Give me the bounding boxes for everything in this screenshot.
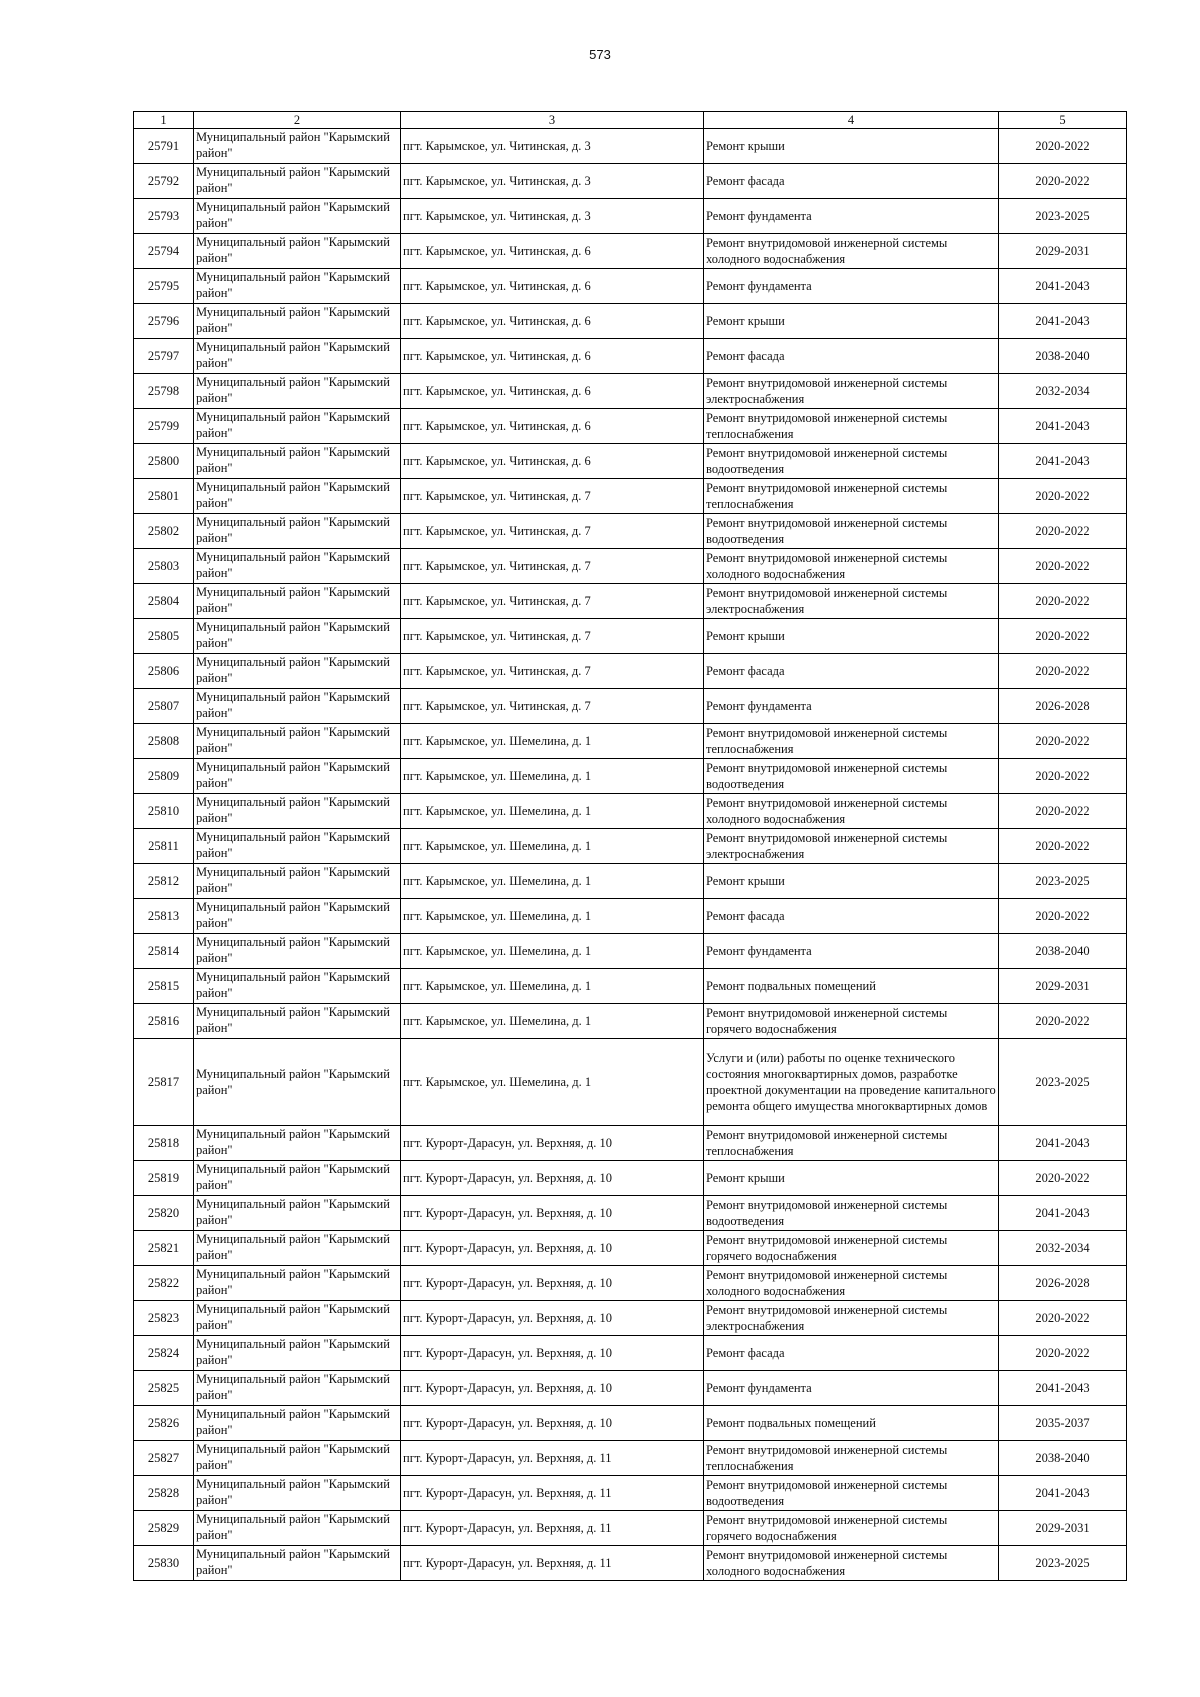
address-cell: пгт. Карымское, ул. Шемелина, д. 1 bbox=[401, 759, 704, 794]
period-cell: 2020-2022 bbox=[999, 1004, 1127, 1039]
table-row bbox=[134, 1004, 1127, 1039]
address-cell: пгт. Карымское, ул. Читинская, д. 6 bbox=[401, 409, 704, 444]
row-number: 25814 bbox=[134, 934, 194, 969]
work-type-cell: Ремонт фундамента bbox=[704, 199, 999, 234]
table-row bbox=[134, 549, 1127, 584]
address-cell: пгт. Курорт-Дарасун, ул. Верхняя, д. 11 bbox=[401, 1511, 704, 1546]
table-body bbox=[134, 129, 1127, 1581]
table-row bbox=[134, 234, 1127, 269]
municipality-cell: Муниципальный район "Карымский район" bbox=[194, 899, 401, 934]
table-row bbox=[134, 1301, 1127, 1336]
row-number: 25817 bbox=[134, 1039, 194, 1126]
period-cell: 2023-2025 bbox=[999, 864, 1127, 899]
table-row bbox=[134, 1266, 1127, 1301]
address-cell: пгт. Карымское, ул. Читинская, д. 7 bbox=[401, 689, 704, 724]
municipality-cell: Муниципальный район "Карымский район" bbox=[194, 1004, 401, 1039]
address-cell: пгт. Карымское, ул. Читинская, д. 3 bbox=[401, 199, 704, 234]
table-row bbox=[134, 164, 1127, 199]
municipality-cell: Муниципальный район "Карымский район" bbox=[194, 584, 401, 619]
row-number: 25803 bbox=[134, 549, 194, 584]
municipality-cell: Муниципальный район "Карымский район" bbox=[194, 1126, 401, 1161]
table-row bbox=[134, 1511, 1127, 1546]
address-cell: пгт. Курорт-Дарасун, ул. Верхняя, д. 11 bbox=[401, 1476, 704, 1511]
address-cell: пгт. Карымское, ул. Читинская, д. 6 bbox=[401, 304, 704, 339]
table-row bbox=[134, 444, 1127, 479]
row-number: 25797 bbox=[134, 339, 194, 374]
row-number: 25822 bbox=[134, 1266, 194, 1301]
row-number: 25807 bbox=[134, 689, 194, 724]
table-row bbox=[134, 339, 1127, 374]
row-number: 25810 bbox=[134, 794, 194, 829]
column-header-1: 1 bbox=[134, 112, 194, 129]
address-cell: пгт. Карымское, ул. Читинская, д. 6 bbox=[401, 374, 704, 409]
row-number: 25819 bbox=[134, 1161, 194, 1196]
address-cell: пгт. Курорт-Дарасун, ул. Верхняя, д. 10 bbox=[401, 1126, 704, 1161]
work-type-cell: Ремонт подвальных помещений bbox=[704, 1406, 999, 1441]
row-number: 25825 bbox=[134, 1371, 194, 1406]
address-cell: пгт. Курорт-Дарасун, ул. Верхняя, д. 10 bbox=[401, 1336, 704, 1371]
work-type-cell: Ремонт внутридомовой инженерной системы холодного водоснабжения bbox=[704, 1266, 999, 1301]
municipality-cell: Муниципальный район "Карымский район" bbox=[194, 654, 401, 689]
table-row bbox=[134, 199, 1127, 234]
work-type-cell: Ремонт внутридомовой инженерной системы теплоснабжения bbox=[704, 724, 999, 759]
municipality-cell: Муниципальный район "Карымский район" bbox=[194, 339, 401, 374]
period-cell: 2041-2043 bbox=[999, 304, 1127, 339]
period-cell: 2035-2037 bbox=[999, 1406, 1127, 1441]
work-type-cell: Ремонт фундамента bbox=[704, 689, 999, 724]
work-type-cell: Ремонт внутридомовой инженерной системы холодного водоснабжения bbox=[704, 234, 999, 269]
column-header-3: 3 bbox=[401, 112, 704, 129]
capital-repair-table bbox=[133, 111, 1127, 1581]
address-cell: пгт. Курорт-Дарасун, ул. Верхняя, д. 10 bbox=[401, 1301, 704, 1336]
table-row bbox=[134, 1126, 1127, 1161]
municipality-cell: Муниципальный район "Карымский район" bbox=[194, 269, 401, 304]
period-cell: 2020-2022 bbox=[999, 794, 1127, 829]
work-type-cell: Ремонт внутридомовой инженерной системы горячего водоснабжения bbox=[704, 1231, 999, 1266]
municipality-cell: Муниципальный район "Карымский район" bbox=[194, 234, 401, 269]
municipality-cell: Муниципальный район "Карымский район" bbox=[194, 1476, 401, 1511]
row-number: 25799 bbox=[134, 409, 194, 444]
municipality-cell: Муниципальный район "Карымский район" bbox=[194, 409, 401, 444]
period-cell: 2023-2025 bbox=[999, 1546, 1127, 1581]
municipality-cell: Муниципальный район "Карымский район" bbox=[194, 304, 401, 339]
row-number: 25800 bbox=[134, 444, 194, 479]
period-cell: 2020-2022 bbox=[999, 164, 1127, 199]
period-cell: 2038-2040 bbox=[999, 1441, 1127, 1476]
row-number: 25791 bbox=[134, 129, 194, 164]
work-type-cell: Ремонт внутридомовой инженерной системы электроснабжения bbox=[704, 1301, 999, 1336]
period-cell: 2041-2043 bbox=[999, 1371, 1127, 1406]
row-number: 25793 bbox=[134, 199, 194, 234]
address-cell: пгт. Курорт-Дарасун, ул. Верхняя, д. 11 bbox=[401, 1441, 704, 1476]
address-cell: пгт. Карымское, ул. Шемелина, д. 1 bbox=[401, 794, 704, 829]
period-cell: 2020-2022 bbox=[999, 829, 1127, 864]
row-number: 25828 bbox=[134, 1476, 194, 1511]
table-row bbox=[134, 1231, 1127, 1266]
column-header-4: 4 bbox=[704, 112, 999, 129]
row-number: 25813 bbox=[134, 899, 194, 934]
municipality-cell: Муниципальный район "Карымский район" bbox=[194, 1266, 401, 1301]
row-number: 25802 bbox=[134, 514, 194, 549]
work-type-cell: Ремонт внутридомовой инженерной системы теплоснабжения bbox=[704, 409, 999, 444]
table-row bbox=[134, 584, 1127, 619]
table-row bbox=[134, 969, 1127, 1004]
work-type-cell: Ремонт внутридомовой инженерной системы водоотведения bbox=[704, 759, 999, 794]
work-type-cell: Ремонт внутридомовой инженерной системы электроснабжения bbox=[704, 374, 999, 409]
address-cell: пгт. Карымское, ул. Читинская, д. 7 bbox=[401, 654, 704, 689]
row-number: 25796 bbox=[134, 304, 194, 339]
table-row bbox=[134, 934, 1127, 969]
table-row bbox=[134, 374, 1127, 409]
period-cell: 2038-2040 bbox=[999, 339, 1127, 374]
address-cell: пгт. Карымское, ул. Шемелина, д. 1 bbox=[401, 864, 704, 899]
municipality-cell: Муниципальный район "Карымский район" bbox=[194, 689, 401, 724]
row-number: 25804 bbox=[134, 584, 194, 619]
row-number: 25794 bbox=[134, 234, 194, 269]
work-type-cell: Ремонт фасада bbox=[704, 339, 999, 374]
address-cell: пгт. Карымское, ул. Читинская, д. 7 bbox=[401, 479, 704, 514]
column-header-5: 5 bbox=[999, 112, 1127, 129]
table-row bbox=[134, 654, 1127, 689]
address-cell: пгт. Курорт-Дарасун, ул. Верхняя, д. 11 bbox=[401, 1546, 704, 1581]
municipality-cell: Муниципальный район "Карымский район" bbox=[194, 1231, 401, 1266]
address-cell: пгт. Карымское, ул. Шемелина, д. 1 bbox=[401, 724, 704, 759]
column-header-2: 2 bbox=[194, 112, 401, 129]
period-cell: 2029-2031 bbox=[999, 1511, 1127, 1546]
work-type-cell: Ремонт внутридомовой инженерной системы теплоснабжения bbox=[704, 1441, 999, 1476]
municipality-cell: Муниципальный район "Карымский район" bbox=[194, 619, 401, 654]
address-cell: пгт. Курорт-Дарасун, ул. Верхняя, д. 10 bbox=[401, 1371, 704, 1406]
address-cell: пгт. Карымское, ул. Читинская, д. 6 bbox=[401, 269, 704, 304]
address-cell: пгт. Карымское, ул. Читинская, д. 7 bbox=[401, 619, 704, 654]
header-row bbox=[134, 112, 1127, 129]
row-number: 25795 bbox=[134, 269, 194, 304]
municipality-cell: Муниципальный район "Карымский район" bbox=[194, 1336, 401, 1371]
work-type-cell: Ремонт внутридомовой инженерной системы холодного водоснабжения bbox=[704, 549, 999, 584]
address-cell: пгт. Карымское, ул. Читинская, д. 7 bbox=[401, 584, 704, 619]
address-cell: пгт. Карымское, ул. Шемелина, д. 1 bbox=[401, 899, 704, 934]
address-cell: пгт. Карымское, ул. Читинская, д. 6 bbox=[401, 339, 704, 374]
period-cell: 2020-2022 bbox=[999, 759, 1127, 794]
work-type-cell: Ремонт внутридомовой инженерной системы холодного водоснабжения bbox=[704, 1546, 999, 1581]
period-cell: 2041-2043 bbox=[999, 1126, 1127, 1161]
period-cell: 2020-2022 bbox=[999, 619, 1127, 654]
address-cell: пгт. Курорт-Дарасун, ул. Верхняя, д. 10 bbox=[401, 1161, 704, 1196]
municipality-cell: Муниципальный район "Карымский район" bbox=[194, 129, 401, 164]
row-number: 25829 bbox=[134, 1511, 194, 1546]
period-cell: 2041-2043 bbox=[999, 409, 1127, 444]
work-type-cell: Ремонт внутридомовой инженерной системы водоотведения bbox=[704, 1476, 999, 1511]
period-cell: 2041-2043 bbox=[999, 444, 1127, 479]
address-cell: пгт. Курорт-Дарасун, ул. Верхняя, д. 10 bbox=[401, 1196, 704, 1231]
municipality-cell: Муниципальный район "Карымский район" bbox=[194, 374, 401, 409]
work-type-cell: Ремонт фундамента bbox=[704, 934, 999, 969]
period-cell: 2020-2022 bbox=[999, 1161, 1127, 1196]
municipality-cell: Муниципальный район "Карымский район" bbox=[194, 1371, 401, 1406]
period-cell: 2020-2022 bbox=[999, 479, 1127, 514]
municipality-cell: Муниципальный район "Карымский район" bbox=[194, 969, 401, 1004]
municipality-cell: Муниципальный район "Карымский район" bbox=[194, 1161, 401, 1196]
period-cell: 2023-2025 bbox=[999, 1039, 1127, 1126]
table-row bbox=[134, 1406, 1127, 1441]
work-type-cell: Ремонт внутридомовой инженерной системы горячего водоснабжения bbox=[704, 1511, 999, 1546]
period-cell: 2032-2034 bbox=[999, 1231, 1127, 1266]
table-row bbox=[134, 689, 1127, 724]
address-cell: пгт. Карымское, ул. Читинская, д. 3 bbox=[401, 164, 704, 199]
row-number: 25792 bbox=[134, 164, 194, 199]
period-cell: 2020-2022 bbox=[999, 584, 1127, 619]
period-cell: 2029-2031 bbox=[999, 234, 1127, 269]
table-row bbox=[134, 794, 1127, 829]
period-cell: 2032-2034 bbox=[999, 374, 1127, 409]
period-cell: 2020-2022 bbox=[999, 1336, 1127, 1371]
municipality-cell: Муниципальный район "Карымский район" bbox=[194, 1511, 401, 1546]
table-row bbox=[134, 724, 1127, 759]
row-number: 25823 bbox=[134, 1301, 194, 1336]
work-type-cell: Ремонт внутридомовой инженерной системы водоотведения bbox=[704, 1196, 999, 1231]
page-number: 573 bbox=[589, 47, 611, 62]
period-cell: 2041-2043 bbox=[999, 1196, 1127, 1231]
work-type-cell: Ремонт крыши bbox=[704, 129, 999, 164]
row-number: 25830 bbox=[134, 1546, 194, 1581]
work-type-cell: Ремонт внутридомовой инженерной системы электроснабжения bbox=[704, 829, 999, 864]
municipality-cell: Муниципальный район "Карымский район" bbox=[194, 1039, 401, 1126]
period-cell: 2041-2043 bbox=[999, 1476, 1127, 1511]
municipality-cell: Муниципальный район "Карымский район" bbox=[194, 1441, 401, 1476]
work-type-cell: Ремонт фасада bbox=[704, 1336, 999, 1371]
table-row bbox=[134, 619, 1127, 654]
address-cell: пгт. Курорт-Дарасун, ул. Верхняя, д. 10 bbox=[401, 1266, 704, 1301]
work-type-cell: Ремонт фундамента bbox=[704, 1371, 999, 1406]
row-number: 25818 bbox=[134, 1126, 194, 1161]
work-type-cell: Ремонт подвальных помещений bbox=[704, 969, 999, 1004]
work-type-cell: Ремонт внутридомовой инженерной системы теплоснабжения bbox=[704, 479, 999, 514]
work-type-cell: Ремонт внутридомовой инженерной системы электроснабжения bbox=[704, 584, 999, 619]
address-cell: пгт. Карымское, ул. Читинская, д. 7 bbox=[401, 514, 704, 549]
address-cell: пгт. Карымское, ул. Читинская, д. 6 bbox=[401, 234, 704, 269]
municipality-cell: Муниципальный район "Карымский район" bbox=[194, 1196, 401, 1231]
table-row bbox=[134, 304, 1127, 339]
work-type-cell: Ремонт внутридомовой инженерной системы водоотведения bbox=[704, 444, 999, 479]
municipality-cell: Муниципальный район "Карымский район" bbox=[194, 1546, 401, 1581]
address-cell: пгт. Курорт-Дарасун, ул. Верхняя, д. 10 bbox=[401, 1231, 704, 1266]
municipality-cell: Муниципальный район "Карымский район" bbox=[194, 479, 401, 514]
row-number: 25820 bbox=[134, 1196, 194, 1231]
row-number: 25812 bbox=[134, 864, 194, 899]
period-cell: 2020-2022 bbox=[999, 549, 1127, 584]
period-cell: 2026-2028 bbox=[999, 1266, 1127, 1301]
work-type-cell: Ремонт внутридомовой инженерной системы теплоснабжения bbox=[704, 1126, 999, 1161]
row-number: 25826 bbox=[134, 1406, 194, 1441]
address-cell: пгт. Карымское, ул. Шемелина, д. 1 bbox=[401, 1004, 704, 1039]
row-number: 25808 bbox=[134, 724, 194, 759]
row-number: 25809 bbox=[134, 759, 194, 794]
table-row bbox=[134, 759, 1127, 794]
municipality-cell: Муниципальный район "Карымский район" bbox=[194, 549, 401, 584]
table-row bbox=[134, 129, 1127, 164]
table-row bbox=[134, 1371, 1127, 1406]
work-type-cell: Услуги и (или) работы по оценке технического состояния многоквартирных домов, разработке проектной документации на проведение капитального ремонта общего имущества многоквартирных домов bbox=[704, 1039, 999, 1126]
row-number: 25815 bbox=[134, 969, 194, 1004]
table-row bbox=[134, 1196, 1127, 1231]
period-cell: 2029-2031 bbox=[999, 969, 1127, 1004]
address-cell: пгт. Карымское, ул. Шемелина, д. 1 bbox=[401, 1039, 704, 1126]
period-cell: 2020-2022 bbox=[999, 514, 1127, 549]
row-number: 25806 bbox=[134, 654, 194, 689]
table-row bbox=[134, 479, 1127, 514]
work-type-cell: Ремонт фасада bbox=[704, 899, 999, 934]
work-type-cell: Ремонт крыши bbox=[704, 304, 999, 339]
municipality-cell: Муниципальный район "Карымский район" bbox=[194, 829, 401, 864]
work-type-cell: Ремонт крыши bbox=[704, 864, 999, 899]
period-cell: 2020-2022 bbox=[999, 899, 1127, 934]
work-type-cell: Ремонт крыши bbox=[704, 1161, 999, 1196]
table-row bbox=[134, 1441, 1127, 1476]
work-type-cell: Ремонт крыши bbox=[704, 619, 999, 654]
table-row bbox=[134, 1336, 1127, 1371]
table-row bbox=[134, 269, 1127, 304]
table-row bbox=[134, 1161, 1127, 1196]
row-number: 25821 bbox=[134, 1231, 194, 1266]
municipality-cell: Муниципальный район "Карымский район" bbox=[194, 759, 401, 794]
municipality-cell: Муниципальный район "Карымский район" bbox=[194, 794, 401, 829]
municipality-cell: Муниципальный район "Карымский район" bbox=[194, 724, 401, 759]
municipality-cell: Муниципальный район "Карымский район" bbox=[194, 164, 401, 199]
row-number: 25801 bbox=[134, 479, 194, 514]
work-type-cell: Ремонт фундамента bbox=[704, 269, 999, 304]
municipality-cell: Муниципальный район "Карымский район" bbox=[194, 934, 401, 969]
work-type-cell: Ремонт фасада bbox=[704, 654, 999, 689]
period-cell: 2038-2040 bbox=[999, 934, 1127, 969]
period-cell: 2020-2022 bbox=[999, 129, 1127, 164]
municipality-cell: Муниципальный район "Карымский район" bbox=[194, 514, 401, 549]
address-cell: пгт. Курорт-Дарасун, ул. Верхняя, д. 10 bbox=[401, 1406, 704, 1441]
row-number: 25798 bbox=[134, 374, 194, 409]
table-row bbox=[134, 514, 1127, 549]
work-type-cell: Ремонт фасада bbox=[704, 164, 999, 199]
work-type-cell: Ремонт внутридомовой инженерной системы горячего водоснабжения bbox=[704, 1004, 999, 1039]
table-row bbox=[134, 1039, 1127, 1126]
municipality-cell: Муниципальный район "Карымский район" bbox=[194, 1301, 401, 1336]
address-cell: пгт. Карымское, ул. Шемелина, д. 1 bbox=[401, 934, 704, 969]
table-row bbox=[134, 864, 1127, 899]
row-number: 25824 bbox=[134, 1336, 194, 1371]
row-number: 25805 bbox=[134, 619, 194, 654]
municipality-cell: Муниципальный район "Карымский район" bbox=[194, 864, 401, 899]
address-cell: пгт. Карымское, ул. Шемелина, д. 1 bbox=[401, 969, 704, 1004]
municipality-cell: Муниципальный район "Карымский район" bbox=[194, 444, 401, 479]
table-row bbox=[134, 409, 1127, 444]
municipality-cell: Муниципальный район "Карымский район" bbox=[194, 199, 401, 234]
address-cell: пгт. Карымское, ул. Читинская, д. 6 bbox=[401, 444, 704, 479]
table-row bbox=[134, 1546, 1127, 1581]
work-type-cell: Ремонт внутридомовой инженерной системы водоотведения bbox=[704, 514, 999, 549]
period-cell: 2041-2043 bbox=[999, 269, 1127, 304]
period-cell: 2026-2028 bbox=[999, 689, 1127, 724]
row-number: 25811 bbox=[134, 829, 194, 864]
table-row bbox=[134, 899, 1127, 934]
period-cell: 2020-2022 bbox=[999, 1301, 1127, 1336]
row-number: 25827 bbox=[134, 1441, 194, 1476]
address-cell: пгт. Карымское, ул. Читинская, д. 7 bbox=[401, 549, 704, 584]
period-cell: 2023-2025 bbox=[999, 199, 1127, 234]
work-type-cell: Ремонт внутридомовой инженерной системы холодного водоснабжения bbox=[704, 794, 999, 829]
period-cell: 2020-2022 bbox=[999, 654, 1127, 689]
municipality-cell: Муниципальный район "Карымский район" bbox=[194, 1406, 401, 1441]
address-cell: пгт. Карымское, ул. Шемелина, д. 1 bbox=[401, 829, 704, 864]
address-cell: пгт. Карымское, ул. Читинская, д. 3 bbox=[401, 129, 704, 164]
table-row bbox=[134, 1476, 1127, 1511]
table-row bbox=[134, 829, 1127, 864]
row-number: 25816 bbox=[134, 1004, 194, 1039]
period-cell: 2020-2022 bbox=[999, 724, 1127, 759]
